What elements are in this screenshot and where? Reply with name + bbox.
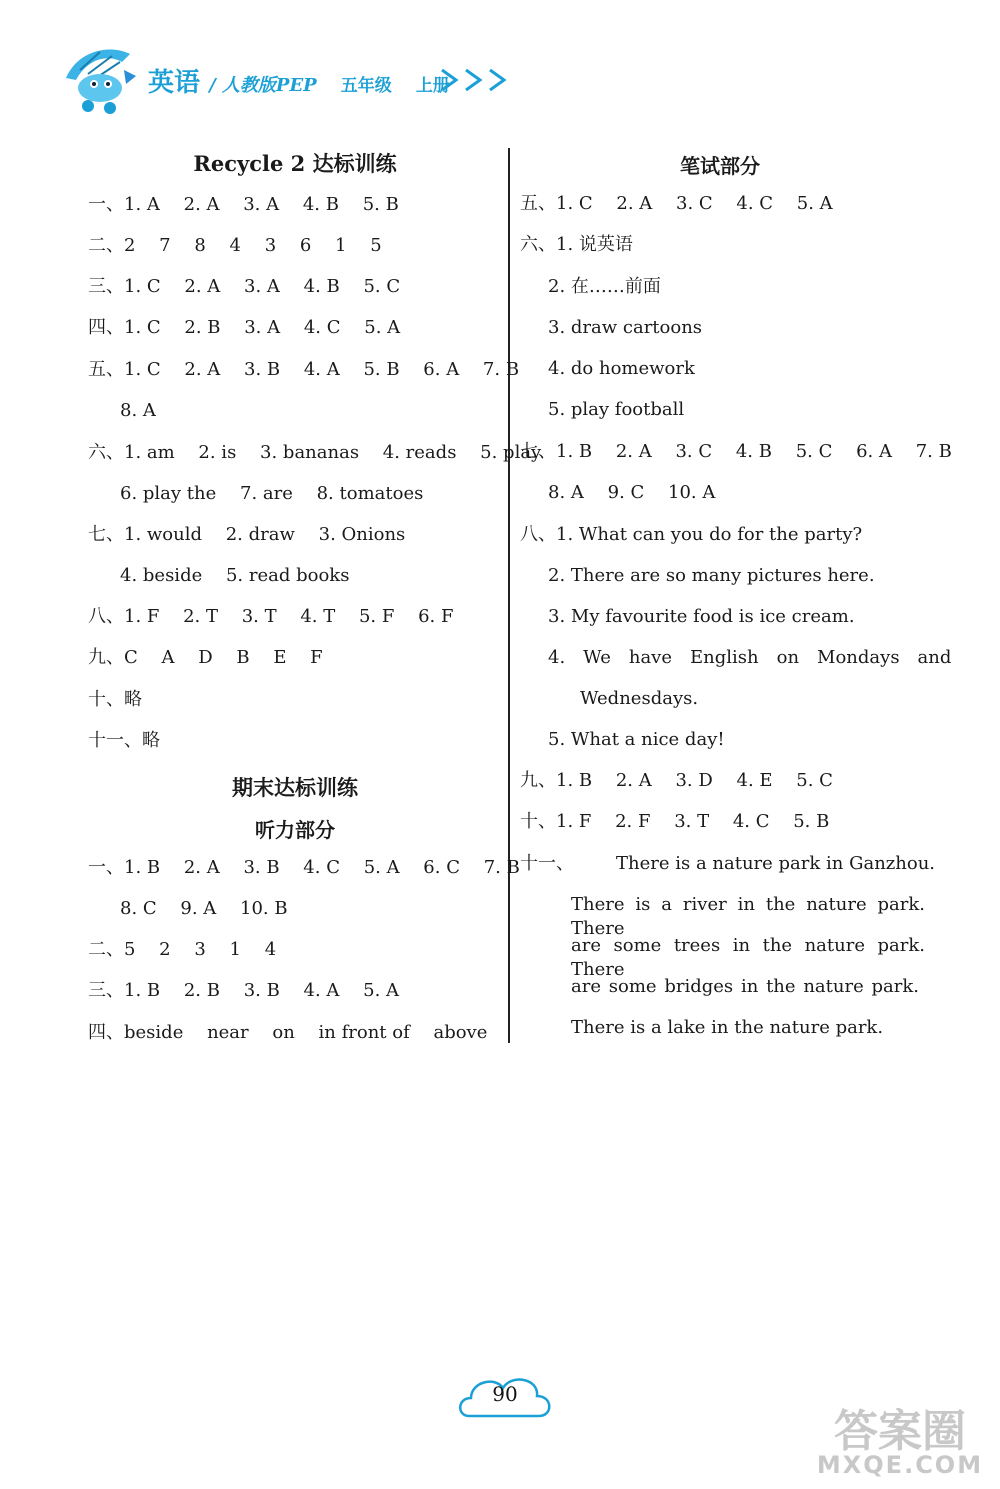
answer-row: 九、C A D B E F xyxy=(88,647,323,668)
listening-title: 听力部分 xyxy=(255,818,335,842)
page-number-badge xyxy=(455,1368,555,1428)
essay-line: There is a river in the nature park. There xyxy=(571,894,925,939)
answer-row: 2. 在……前面 xyxy=(548,276,661,297)
watermark-logo-text: 答案圈 xyxy=(834,1406,966,1457)
answer-row: 十、略 xyxy=(88,689,142,710)
header-grade: 五年级 xyxy=(340,76,392,96)
answer-row: 4. beside 5. read books xyxy=(120,565,350,586)
answer-row: 4. We have English on Mondays and xyxy=(548,647,952,668)
essay-line: are some trees in the nature park. There xyxy=(571,935,925,980)
watermark xyxy=(810,1395,990,1485)
answer-row: 3. My favourite food is ice cream. xyxy=(548,606,855,627)
header-volume: 上册 xyxy=(415,76,450,96)
answer-row: 6. play the 7. are 8. tomatoes xyxy=(120,483,424,504)
chevron-right-icon xyxy=(438,66,518,94)
answer-row: 2. There are so many pictures here. xyxy=(548,565,875,586)
answer-row: 一、1. B 2. A 3. B 4. C 5. A 6. C 7. B xyxy=(88,857,520,878)
header-title: 英语 / 人教版PEP 五年级 上册 xyxy=(148,68,450,98)
answer-row: 六、1. 说英语 xyxy=(520,234,633,255)
answer-row: 七、1. B 2. A 3. C 4. B 5. C 6. A 7. B xyxy=(520,441,952,462)
answer-row: 七、1. would 2. draw 3. Onions xyxy=(88,524,406,545)
answer-row: 5. What a nice day! xyxy=(548,729,725,750)
answer-row: 8. A 9. C 10. A xyxy=(548,482,716,503)
essay-label: 十一、 xyxy=(520,853,574,874)
watermark-url: MXQE.COM xyxy=(816,1451,984,1479)
answer-row: 一、1. A 2. A 3. A 4. B 5. B xyxy=(88,194,399,215)
page-number: 90 xyxy=(492,1382,518,1406)
answer-row: 八、1. F 2. T 3. T 4. T 5. F 6. F xyxy=(88,606,454,627)
final-title: 期末达标训练 xyxy=(232,775,358,800)
answer-row: 五、1. C 2. A 3. B 4. A 5. B 6. A 7. B xyxy=(88,359,520,380)
answer-row: 五、1. C 2. A 3. C 4. C 5. A xyxy=(520,193,833,214)
header-subject: 英语 xyxy=(148,68,201,98)
page-header xyxy=(60,40,520,115)
answer-row: 六、1. am 2. is 3. bananas 4. reads 5. play xyxy=(88,442,542,463)
answer-row: 十一、略 xyxy=(88,730,160,751)
written-title: 笔试部分 xyxy=(680,154,760,178)
answer-row: 八、1. What can you do for the party? xyxy=(520,524,863,545)
answer-row: 5. play football xyxy=(548,399,685,420)
answer-row: 8. A xyxy=(120,400,156,421)
answer-row: 二、2 7 8 4 3 6 1 5 xyxy=(88,235,382,256)
answer-row: 三、1. C 2. A 3. A 4. B 5. C xyxy=(88,276,401,297)
essay-line: are some bridges in the nature park. xyxy=(571,976,919,997)
recycle-title: Recycle 2 达标训练 xyxy=(193,151,397,176)
answer-row: 四、beside near on in front of above xyxy=(88,1022,488,1043)
answer-row: Wednesdays. xyxy=(580,688,699,709)
answer-row: 四、1. C 2. B 3. A 4. C 5. A xyxy=(88,317,401,338)
column-divider xyxy=(508,148,510,1043)
answer-row: 三、1. B 2. B 3. B 4. A 5. A xyxy=(88,980,400,1001)
answer-row: 二、5 2 3 1 4 xyxy=(88,939,277,960)
essay-line: There is a nature park in Ganzhou. xyxy=(616,853,936,874)
header-edition: 人教版PEP xyxy=(221,75,317,96)
answer-row: 3. draw cartoons xyxy=(548,317,703,338)
answer-row: 十、1. F 2. F 3. T 4. C 5. B xyxy=(520,811,830,832)
essay-line: There is a lake in the nature park. xyxy=(571,1017,884,1038)
answer-row: 8. C 9. A 10. B xyxy=(120,898,288,919)
answer-row: 4. do homework xyxy=(548,358,695,379)
mascot-icon xyxy=(60,40,142,115)
answer-row: 九、1. B 2. A 3. D 4. E 5. C xyxy=(520,770,833,791)
